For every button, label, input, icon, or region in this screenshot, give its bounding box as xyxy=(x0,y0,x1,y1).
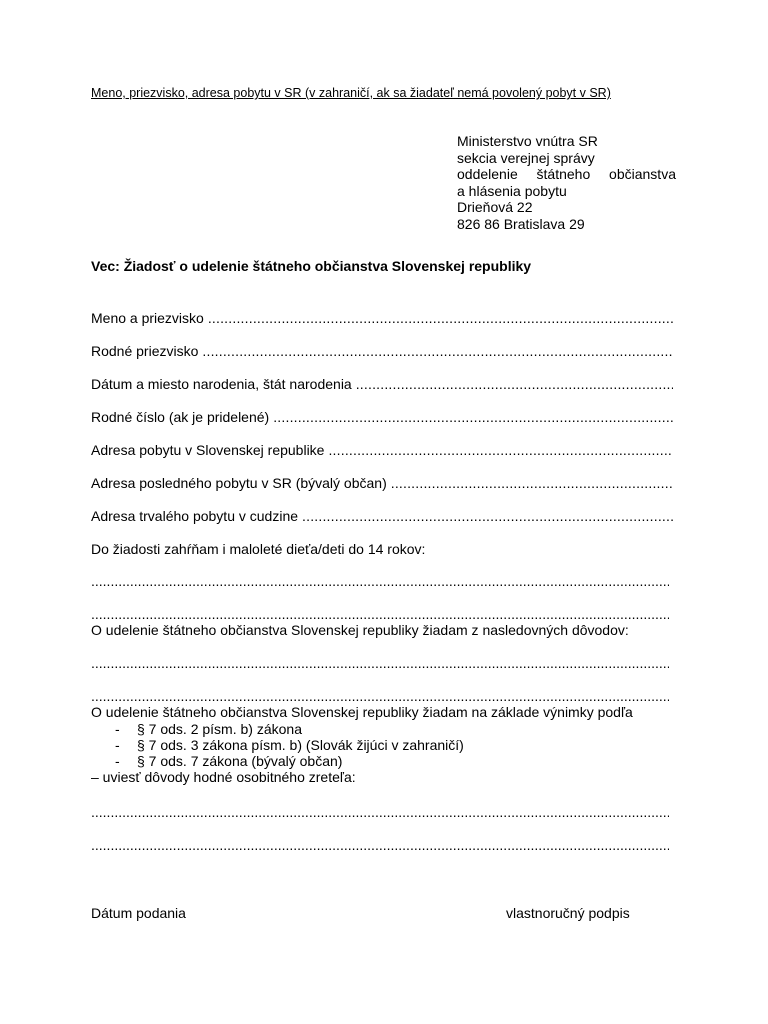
field-label: Meno a priezvisko xyxy=(91,310,204,326)
list-dash: - xyxy=(115,737,120,753)
children-fill-line-1[interactable] xyxy=(91,573,669,589)
reasons-fill-line-2[interactable] xyxy=(91,688,669,704)
recipient-line: a hlásenia pobytu xyxy=(457,182,567,199)
recipient-address xyxy=(457,133,676,232)
form-field-birth-number[interactable] xyxy=(91,409,673,425)
fill-line[interactable] xyxy=(328,442,673,458)
fill-line[interactable] xyxy=(202,343,673,359)
fill-line[interactable] xyxy=(208,310,673,326)
recipient-line: sekcia verejnej správy xyxy=(457,149,595,166)
recipient-word: štátneho xyxy=(536,166,591,182)
children-fill-line-2[interactable] xyxy=(91,606,669,622)
list-item xyxy=(115,721,464,737)
exception-closing: – uviesť dôvody hodné osobitného zreteľa: xyxy=(91,769,356,785)
recipient-line: 826 86 Bratislava 29 xyxy=(457,215,585,232)
list-item-text: § 7 ods. 3 zákona písm. b) (Slovák žijúci v zahraničí) xyxy=(137,737,464,753)
fill-line[interactable] xyxy=(273,409,673,425)
list-item xyxy=(115,753,464,769)
field-label: Dátum a miesto narodenia, štát narodenia xyxy=(91,376,352,392)
list-item xyxy=(115,737,464,753)
fill-line[interactable] xyxy=(356,376,673,392)
list-item-text: § 7 ods. 2 písm. b) zákona xyxy=(137,721,302,737)
field-label: Adresa trvalého pobytu v cudzine xyxy=(91,508,299,524)
field-label: Adresa pobytu v Slovenskej republike xyxy=(91,442,325,458)
field-label: Rodné číslo (ak je pridelené) xyxy=(91,409,270,425)
exception-intro: O udelenie štátneho občianstva Slovenskej republiky žiadam na základe výnimky podľa xyxy=(91,704,633,720)
exception-fill-line-2[interactable] xyxy=(91,837,669,853)
list-dash: - xyxy=(115,721,120,737)
list-dash: - xyxy=(115,753,120,769)
field-label: Rodné priezvisko xyxy=(91,343,199,359)
form-field-name[interactable] xyxy=(91,310,673,326)
exception-fill-line-1[interactable] xyxy=(91,804,669,820)
recipient-line: Drieňová 22 xyxy=(457,199,533,215)
field-label: Adresa posledného pobytu v SR (bývalý občan) xyxy=(91,475,387,491)
subject-heading: Vec: Žiadosť o udelenie štátneho občianstva Slovenskej republiky xyxy=(91,258,532,274)
children-label: Do žiadosti zahŕňam i maloleté dieťa/deti do 14 rokov: xyxy=(91,541,426,557)
reasons-fill-line-1[interactable] xyxy=(91,655,669,671)
form-field-last-address-sk[interactable] xyxy=(91,475,673,491)
form-field-permanent-address-abroad[interactable] xyxy=(91,508,673,524)
date-of-submission-label: Dátum podania xyxy=(91,905,186,921)
recipient-word: oddelenie xyxy=(457,166,518,182)
list-item-text: § 7 ods. 7 zákona (bývalý občan) xyxy=(137,753,343,769)
fill-line[interactable] xyxy=(391,475,673,491)
exception-list xyxy=(115,721,464,769)
applicant-info-line: Meno, priezvisko, adresa pobytu v SR (v zahraničí, ak sa žiadateľ nemá povolený pobyt v SR) xyxy=(91,86,611,100)
fill-line[interactable] xyxy=(302,508,673,524)
recipient-word: občianstva xyxy=(609,166,676,182)
form-field-birth-surname[interactable] xyxy=(91,343,673,359)
recipient-line: Ministerstvo vnútra SR xyxy=(457,133,598,149)
signature-label: vlastnoručný podpis xyxy=(506,905,630,921)
form-field-address-sk[interactable] xyxy=(91,442,673,458)
form-field-birth-date-place[interactable] xyxy=(91,376,673,392)
recipient-line-justified xyxy=(457,166,676,183)
reasons-label: O udelenie štátneho občianstva Slovenskej republiky žiadam z nasledovných dôvodov: xyxy=(91,622,629,638)
